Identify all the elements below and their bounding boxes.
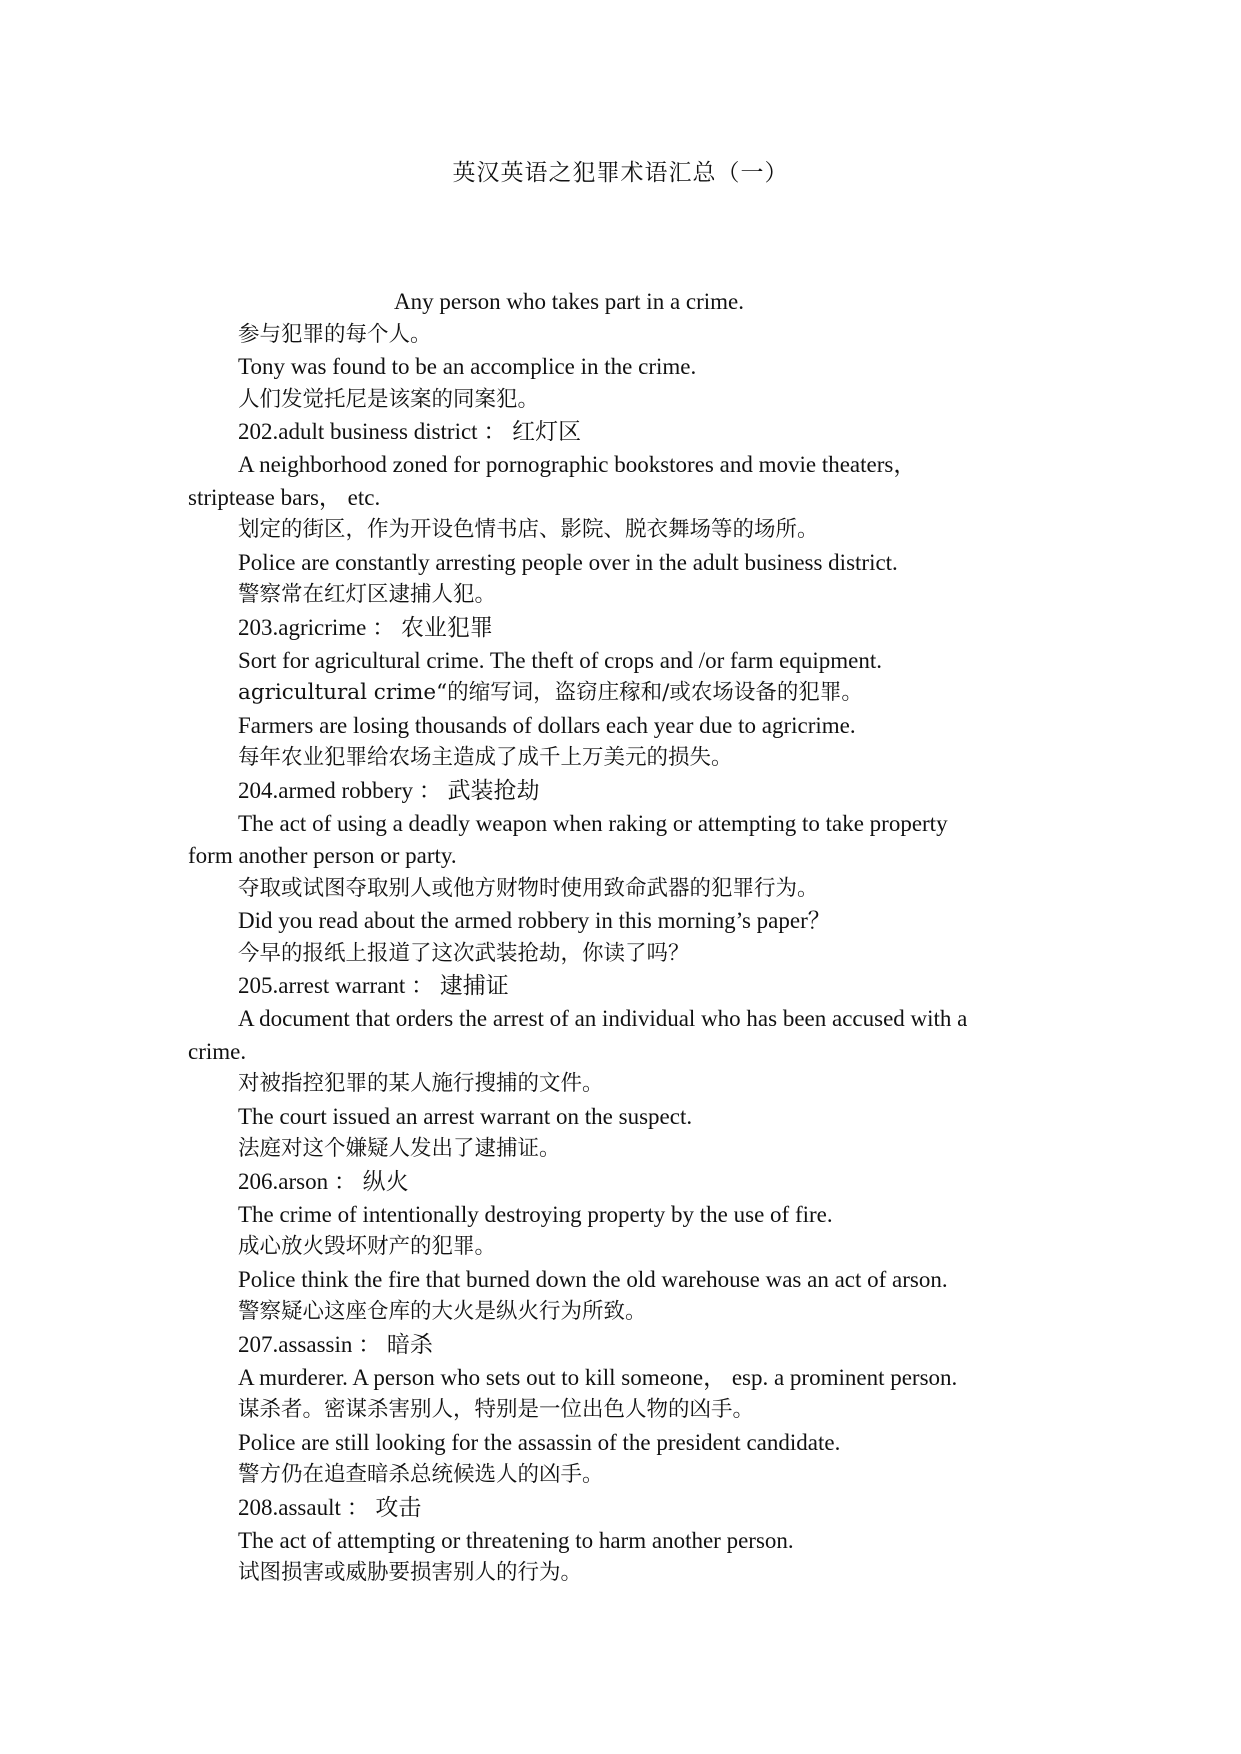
- english-text-line: The court issued an arrest warrant on the suspect.: [238, 1103, 693, 1129]
- english-text-line: 205.arrest warrant ： 逮捕证: [238, 973, 509, 999]
- chinese-text-line: 对被指控犯罪的某人施行搜捕的文件。: [238, 1071, 604, 1097]
- chinese-text-line: 参与犯罪的每个人。: [238, 321, 432, 347]
- chinese-text-line: 谋杀者。密谋杀害别人，特别是一位出色人物的凶手。: [238, 1397, 755, 1423]
- chinese-text-line: 夺取或试图夺取别人或他方财物时使用致命武器的犯罪行为。: [238, 875, 819, 901]
- document-body: [188, 286, 1068, 1590]
- english-text-line: A murderer. A person who sets out to kill someone， esp. a prominent person.: [238, 1364, 958, 1390]
- chinese-text-line: 试图损害或威胁要损害别人的行为。: [238, 1560, 583, 1586]
- english-text-line: A neighborhood zoned for pornographic bookstores and movie theaters，: [238, 451, 917, 477]
- english-text-line: Police think the fire that burned down the old warehouse was an act of arson.: [238, 1266, 948, 1292]
- chinese-text-line: 成心放火毁坏财产的犯罪。: [238, 1234, 497, 1260]
- english-text-line: The act of using a deadly weapon when raking or attempting to take property: [238, 810, 948, 836]
- chinese-text-line: agricultural crime“的缩写词，盗窃庄稼和/或农场设备的犯罪。: [238, 680, 863, 706]
- english-text-line: Did you read about the armed robbery in this morning’s paper？: [238, 908, 831, 934]
- english-text-line: 207.assassin ： 暗杀: [238, 1332, 433, 1357]
- english-text-line: Any person who takes part in a crime.: [394, 289, 745, 314]
- english-text-line: striptease bars， etc.: [188, 484, 381, 510]
- english-text-line: 208.assault ： 攻击: [238, 1494, 422, 1520]
- english-text-line: Sort for agricultural crime. The theft of crops and /or farm equipment.: [238, 647, 882, 673]
- english-text-line: 204.armed robbery ： 武装抢劫: [238, 777, 540, 803]
- english-text-line: 206.arson ： 纵火: [238, 1169, 409, 1195]
- english-text-line: Police are constantly arresting people over in the adult business district.: [238, 549, 898, 575]
- chinese-text-line: 法庭对这个嫌疑人发出了逮捕证。: [238, 1136, 561, 1162]
- chinese-text-line: 每年农业犯罪给农场主造成了成千上万美元的损失。: [238, 745, 733, 771]
- chinese-text-line: 今早的报纸上报道了这次武装抢劫，你读了吗？: [238, 940, 690, 966]
- english-text-line: form another person or party.: [188, 843, 457, 869]
- english-text-line: Farmers are losing thousands of dollars each year due to agricrime.: [238, 712, 856, 738]
- english-text-line: The crime of intentionally destroying property by the use of fire.: [238, 1201, 833, 1227]
- english-text-line: Police are still looking for the assassin of the president candidate.: [238, 1429, 841, 1455]
- chinese-text-line: 划定的街区，作为开设色情书店、影院、脱衣舞场等的场所。: [238, 517, 819, 543]
- english-text-line: 203.agricrime ： 农业犯罪: [238, 614, 493, 640]
- english-text-line: Tony was found to be an accomplice in the crime.: [238, 354, 697, 380]
- chinese-text-line: 警察疑心这座仓库的大火是纵火行为所致。: [238, 1299, 647, 1325]
- document-title: 英汉英语之犯罪术语汇总（一）: [452, 160, 789, 186]
- chinese-text-line: 人们发觉托尼是该案的同案犯。: [238, 386, 540, 412]
- english-text-line: 202.adult business district ： 红灯区: [238, 419, 582, 445]
- english-text-line: The act of attempting or threatening to harm another person.: [238, 1527, 794, 1553]
- chinese-text-line: 警察常在红灯区逮捕人犯。: [238, 582, 497, 608]
- english-text-line: crime.: [188, 1038, 247, 1064]
- english-text-line: A document that orders the arrest of an individual who has been accused with a: [238, 1006, 968, 1032]
- chinese-text-line: 警方仍在追查暗杀总统候选人的凶手。: [238, 1462, 604, 1488]
